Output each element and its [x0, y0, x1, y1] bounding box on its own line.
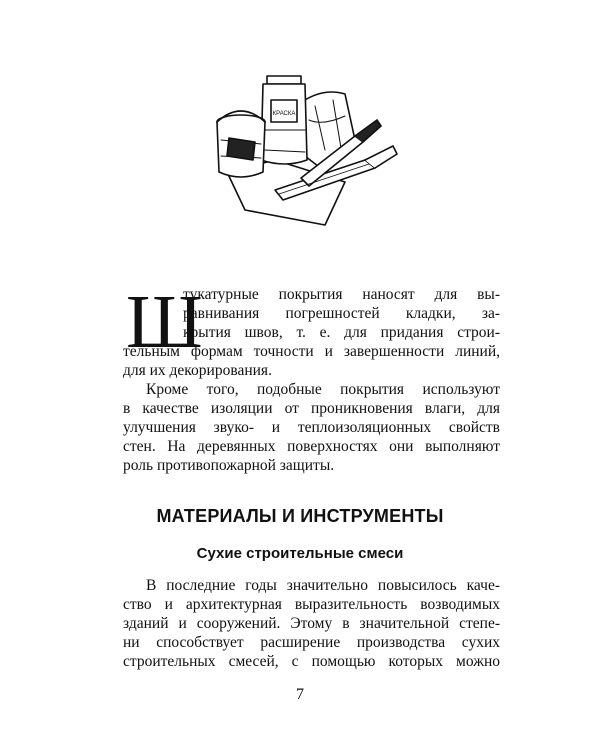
paragraph2-line: стен. На деревянных поверхностях они выполняют	[123, 438, 500, 455]
paragraph3-line: зданий и сооружений. Этому в значительной степе-	[123, 615, 500, 632]
paragraph1-line: тельным формам точности и завершенности линий,	[123, 343, 500, 360]
paragraph2-line: Кроме того, подобные покрытия используют	[146, 381, 500, 398]
paragraph3-line: В последние годы значительно повысилось каче-	[146, 577, 500, 594]
subsection-heading: Сухие строительные смеси	[196, 545, 404, 562]
paragraph3-line: ни способствует расширение производства сухих	[123, 634, 500, 651]
paragraph1-line: равнивания погрешностей кладки, за-	[183, 305, 500, 322]
paragraph1-line: тукатурные покрытия наносят для вы-	[183, 286, 500, 303]
paragraph1-line: для их декорирования.	[123, 362, 272, 379]
paragraph1-line: крытия швов, т. е. для придания строи-	[183, 324, 500, 341]
paragraph3-line: строительных смесей, с помощью которых можно	[123, 653, 500, 670]
paragraph3-line: ство и архитектурная выразительность возводимых	[123, 596, 500, 613]
jar-label: КРАСКА	[272, 111, 296, 117]
page-number: 7	[296, 686, 304, 703]
drop-cap: Ш	[126, 280, 203, 364]
paragraph2-line: в качестве изоляции от проникновения влаги, для	[123, 400, 500, 417]
section-heading: МАТЕРИАЛЫ И ИНСТРУМЕНТЫ	[156, 506, 444, 526]
illustration-building-materials	[205, 60, 405, 230]
paragraph2-line: роль противопожарной защиты.	[123, 457, 335, 474]
paragraph2-line: улучшения звуко- и теплоизоляционных свойств	[123, 419, 500, 436]
